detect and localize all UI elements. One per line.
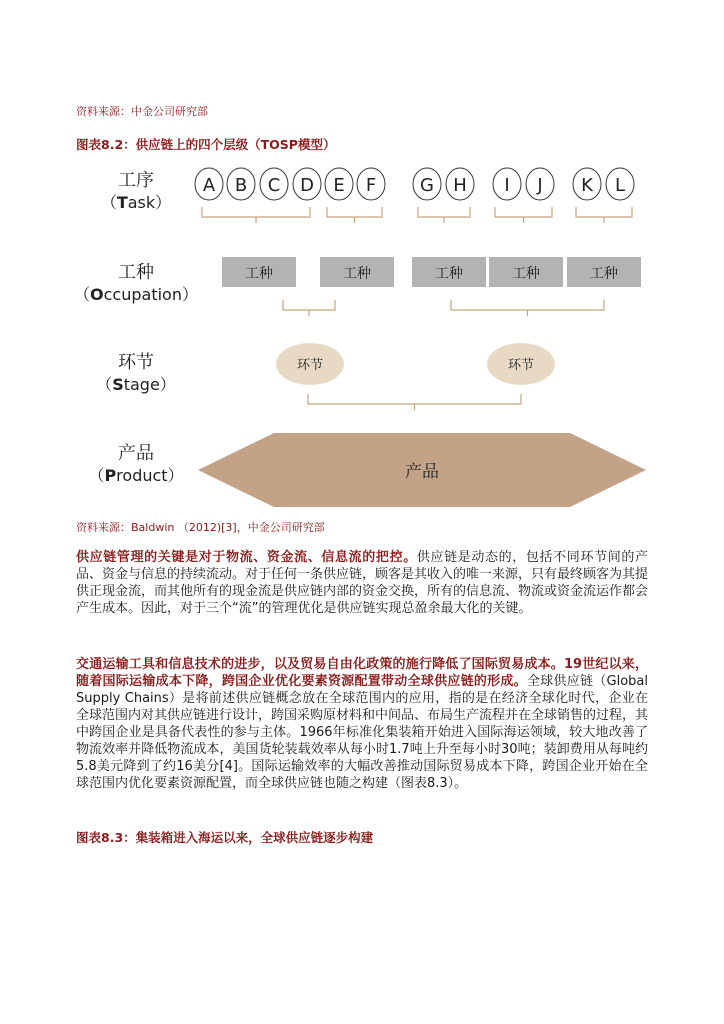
task-label-f: F [365, 175, 377, 196]
task-label-c: C [267, 175, 281, 196]
row-label-occupation-en: （Occupation） [74, 285, 198, 304]
occupation-bracket-2 [451, 300, 604, 316]
occupation-label-3: 工种 [435, 266, 463, 282]
figure-source-note: 资料来源：Baldwin （2012)[3]，中金公司研究部 [76, 521, 325, 534]
paragraph-1-body: 供应链是动态的，包括不同环节间的产品、资金与信息的持续流动。对于任何一条供应链，顾客是其收入的唯一来源，只有最终顾客为其提供正现金流，而其他所有的现金流是供应链内部的资金交换，所有的信息流、物流或资金流运作都会产生成本。因此，对于三个“流”的管理优化是供应链实现总盈余最大化的关键。 [76, 550, 649, 616]
task-label-g: G [420, 175, 434, 196]
occupation-label-1: 工种 [245, 266, 273, 282]
task-label-b: B [234, 175, 248, 196]
task-label-d: D [300, 175, 314, 196]
stage-ellipses [276, 343, 555, 385]
task-label-a: A [202, 175, 216, 196]
row-label-product-en: （Product） [88, 466, 184, 485]
top-source-note: 资料来源：中金公司研究部 [76, 105, 208, 118]
task-bracket-4 [495, 207, 552, 223]
product-hexagon [198, 433, 646, 507]
task-label-i: I [504, 175, 510, 196]
paragraph-global-supply-chain [76, 656, 648, 792]
task-label-l: L [614, 175, 626, 196]
row-label-product-zh: 产品 [118, 443, 154, 464]
task-label-h: H [453, 175, 467, 196]
occupation-bracket-1 [283, 300, 335, 316]
row-label-occupation-zh: 工种 [118, 262, 154, 283]
figure-8-3-title: 图表8.3：集装箱进入海运以来，全球供应链逐步构建 [76, 830, 374, 845]
paragraph-2-body: 全球供应链（Global Supply Chains）是将前述供应链概念放在全球范围内的应用，指的是在经济全球化时代，企业在全球范围内对其供应链进行设计，跨国采购原材料和中间品、布局生产流程并在全球销售的过程，其中跨国企业是具备代表性的参与主体。1966年标准化集装箱开始进入国际海运领域，较大地改善了物流效率并降低物流成本，美国货轮装载效率从每小时1.7吨上升至每小时30吨；装卸费用从每吨约5.8美元降到了约16美分[4]。国际运输效率的大幅改善推动国际贸易成本下降，跨国企业开始在全球范围内优化要素资源配置，而全球供应链也随之构建（图表8.3）。 [76, 674, 649, 791]
task-brackets [202, 207, 632, 223]
paragraph-1-lead: 供应链管理的关键是对于物流、资金流、信息流的把控。 [76, 550, 417, 565]
occupation-boxes [222, 257, 641, 287]
occupation-label-4: 工种 [512, 266, 540, 282]
paragraph-supply-chain-key [76, 549, 648, 617]
task-label-k: K [581, 175, 593, 196]
task-label-e: E [333, 175, 345, 196]
stage-bracket-1 [308, 394, 521, 410]
task-bracket-3 [418, 207, 470, 223]
stage-bracket [308, 394, 521, 410]
stage-label-1: 环节 [296, 358, 324, 373]
occupation-label-2: 工种 [343, 266, 371, 282]
row-label-task-zh: 工序 [118, 170, 154, 191]
product-label: 产品 [405, 462, 439, 482]
paragraph-2-lead: 交通运输工具和信息技术的进步，以及贸易自由化政策的施行降低了国际贸易成本。19世纪以来，随着国际运输成本下降，跨国企业优化要素资源配置带动全球供应链的形成。 [76, 657, 648, 689]
figure-8-2-title: 图表8.2：供应链上的四个层级（TOSP模型） [76, 137, 336, 152]
row-label-task-en: （Task） [100, 193, 172, 212]
task-bracket-1 [202, 207, 310, 223]
stage-label-2: 环节 [507, 358, 535, 373]
occupation-brackets [283, 300, 604, 316]
occupation-label-5: 工种 [590, 266, 618, 282]
row-label-stage-zh: 环节 [118, 352, 154, 373]
task-circles [195, 168, 634, 200]
task-label-j: J [537, 175, 543, 196]
row-label-stage-en: （Stage） [96, 375, 176, 394]
task-bracket-5 [576, 207, 632, 223]
task-bracket-2 [327, 207, 382, 223]
